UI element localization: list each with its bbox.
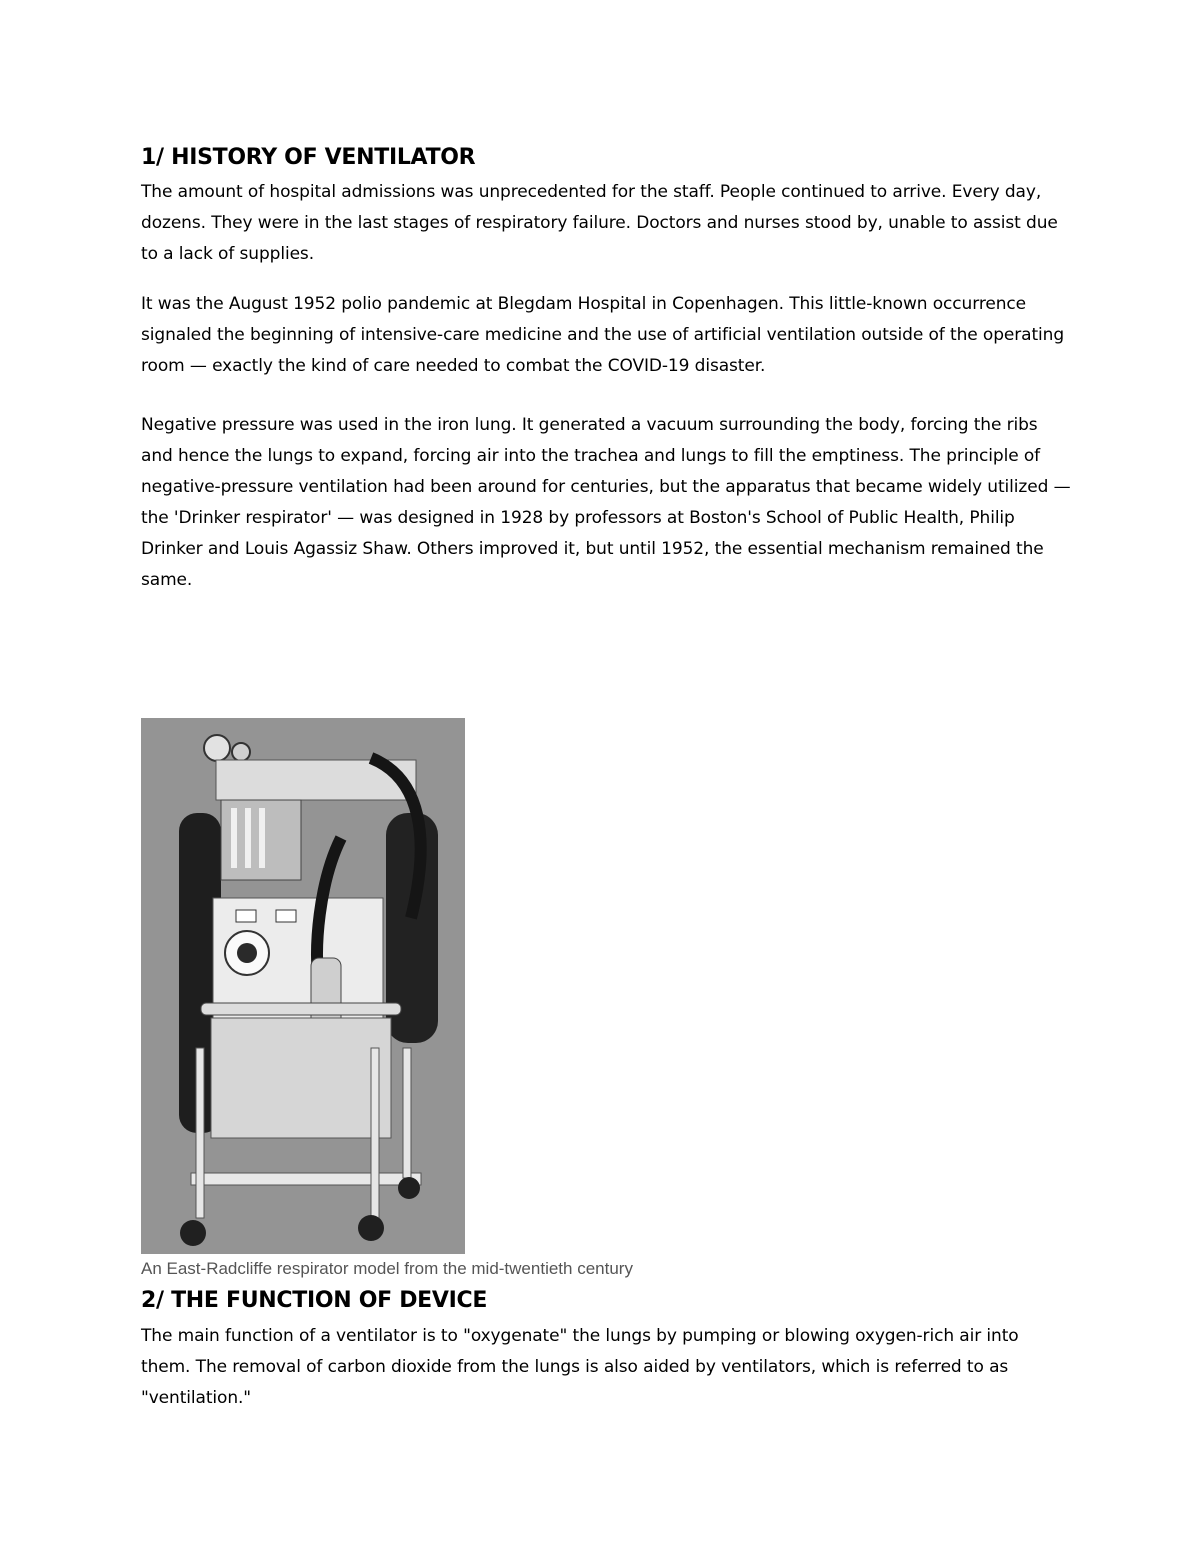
paragraph: The main function of a ventilator is to "oxygenate" the lungs by pumping or blowing oxygen-rich air into them. The removal of carbon dioxide from the lungs is also aided by ventilators, which is referred to as "ventilation." [141, 1326, 1019, 1408]
section-heading-history: 1/ HISTORY OF VENTILATOR [141, 145, 476, 170]
paragraph: The amount of hospital admissions was unprecedented for the staff. People continued to arrive. Every day, dozens. They were in the last stages of respiratory failure. Doctors and nurses stood by, unable to assist due to a lack of supplies. [141, 182, 1058, 264]
paragraph: Negative pressure was used in the iron lung. It generated a vacuum surrounding the body, forcing the ribs and hence the lungs to expand, forcing air into the trachea and lungs to fill the emptiness. The principle of negative-pressure ventilation had been around for centuries, but the apparatus that became widely utilized — the 'Drinker respirator' — was designed in 1928 by professors at Boston's School of Public Health, Philip Drinker and Louis Agassiz Shaw. Others improved it, but until 1952, the essential mechanism remained the same. [141, 415, 1071, 590]
paragraph: It was the August 1952 polio pandemic at Blegdam Hospital in Copenhagen. This little-known occurrence signaled the beginning of intensive-care medicine and the use of artificial ventilation outside of the operating room — exactly the kind of care needed to combat the COVID-19 disaster. [141, 294, 1065, 376]
section-heading-function: 2/ THE FUNCTION OF DEVICE [141, 1288, 488, 1313]
respirator-photo [141, 718, 465, 1254]
figure-caption: An East-Radcliffe respirator model from the mid-twentieth century [141, 1259, 633, 1278]
